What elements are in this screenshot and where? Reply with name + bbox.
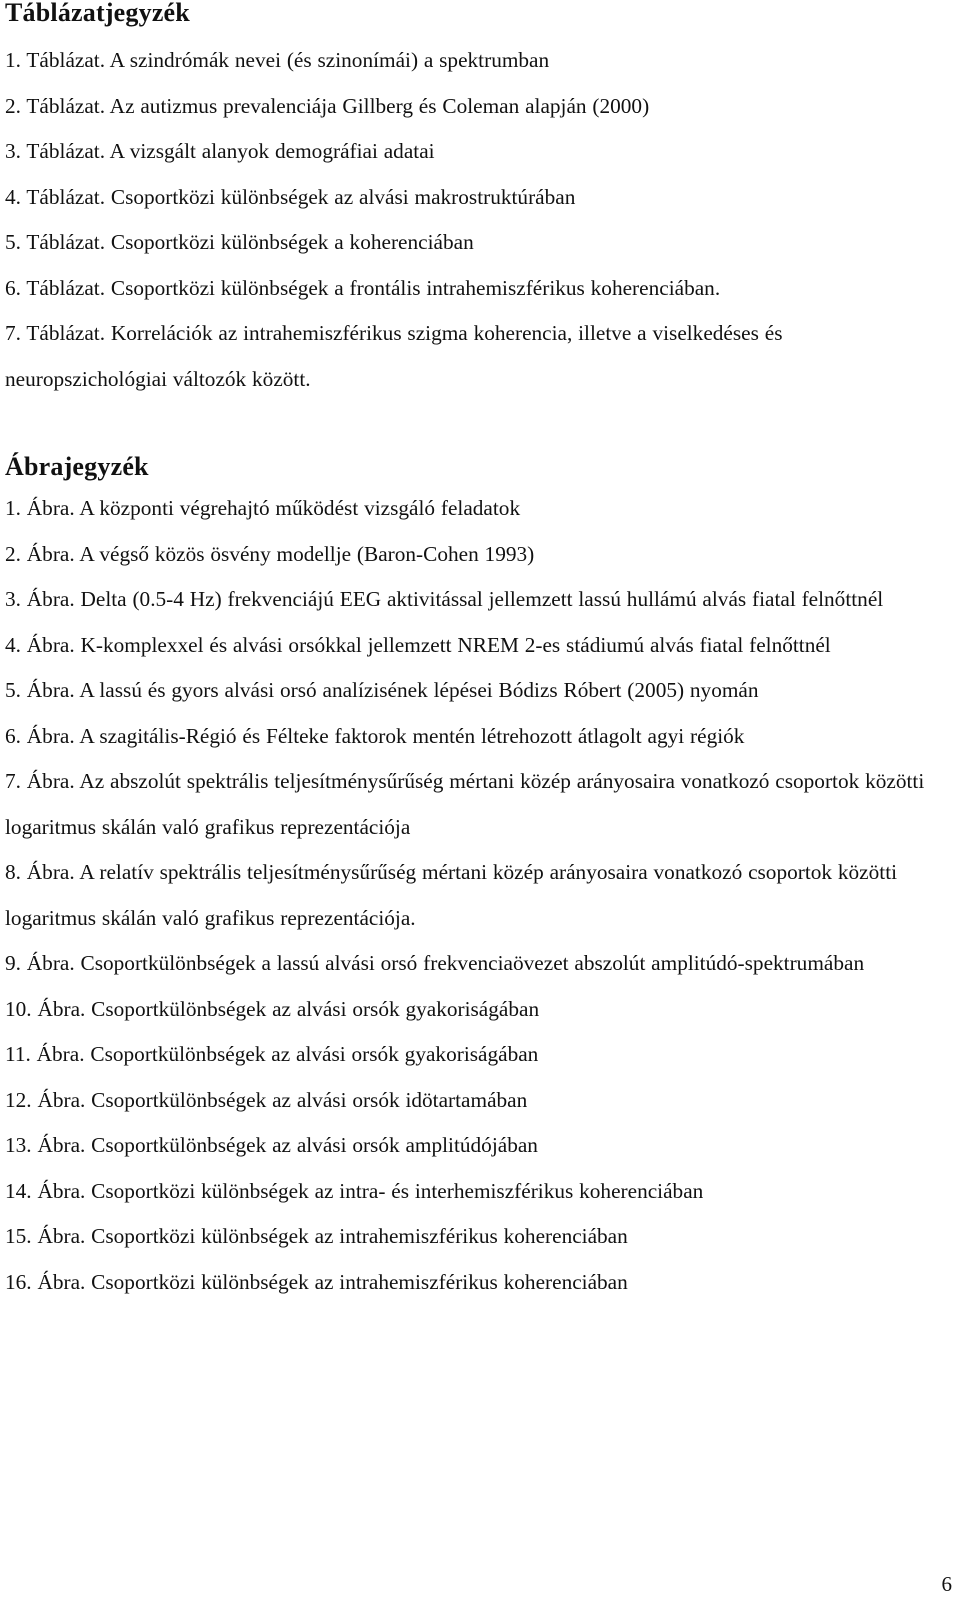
table-entry: 7. Táblázat. Korrelációk az intrahemiszférikus szigma koherencia, illetve a viselkedéses és neuropszichológiai változók között. xyxy=(5,321,783,391)
figures-heading: Ábrajegyzék xyxy=(5,452,149,481)
figure-entry: 4. Ábra. K-komplexxel és alvási orsókkal jellemzett NREM 2-es stádiumú alvás fiatal felnőttnél xyxy=(5,632,831,657)
document-page xyxy=(5,0,950,1305)
figure-entry: 15. Ábra. Csoportközi különbségek az intrahemiszférikus koherenciában xyxy=(5,1224,628,1248)
table-entry: 6. Táblázat. Csoportközi különbségek a frontális intrahemiszférikus koherenciában. xyxy=(5,275,721,300)
figure-entry: 11. Ábra. Csoportkülönbségek az alvási orsók gyakoriságában xyxy=(5,1042,539,1066)
tables-heading: Táblázatjegyzék xyxy=(5,0,190,27)
figure-entry: 2. Ábra. A végső közös ösvény modellje (Baron-Cohen 1993) xyxy=(5,541,535,566)
table-entry: 1. Táblázat. A szindrómák nevei (és szinonímái) a spektrumban xyxy=(5,48,550,72)
figure-entry: 14. Ábra. Csoportközi különbségek az intra- és interhemiszférikus koherenciában xyxy=(5,1178,704,1203)
table-entry: 4. Táblázat. Csoportközi különbségek az alvási makrostruktúrában xyxy=(5,184,576,209)
figures-list xyxy=(5,486,950,1305)
figure-entry: 6. Ábra. A szagitális-Régió és Félteke faktorok mentén létrehozott átlagolt agyi régiók xyxy=(5,723,745,748)
figure-entry: 16. Ábra. Csoportközi különbségek az intrahemiszférikus koherenciában xyxy=(5,1269,628,1294)
tables-list xyxy=(5,38,950,402)
figure-entry: 7. Ábra. Az abszolút spektrális teljesítménysűrűség mértani közép arányosaira vonatkozó csoportok közötti logaritmus skálán való grafikus reprezentációja xyxy=(5,769,925,839)
figure-entry: 10. Ábra. Csoportkülönbségek az alvási orsók gyakoriságában xyxy=(5,996,540,1021)
page-number: 6 xyxy=(941,1572,952,1596)
figure-entry: 5. Ábra. A lassú és gyors alvási orsó analízisének lépései Bódizs Róbert (2005) nyomán xyxy=(5,678,759,702)
figure-entry: 1. Ábra. A központi végrehajtó működést vizsgáló feladatok xyxy=(5,496,521,520)
table-entry: 5. Táblázat. Csoportközi különbségek a koherenciában xyxy=(5,230,474,254)
figure-entry: 8. Ábra. A relatív spektrális teljesítménysűrűség mértani közép arányosaira vonatkozó csoportok közötti logaritmus skálán való grafikus reprezentációja. xyxy=(5,860,898,930)
figure-entry: 13. Ábra. Csoportkülönbségek az alvási orsók amplitúdójában xyxy=(5,1133,538,1157)
table-entry: 3. Táblázat. A vizsgált alanyok demográfiai adatai xyxy=(5,139,435,163)
figure-entry: 9. Ábra. Csoportkülönbségek a lassú alvási orsó frekvenciaövezet abszolút amplitúdó-spektrumában xyxy=(5,951,865,975)
figure-entry: 12. Ábra. Csoportkülönbségek az alvási orsók idötartamában xyxy=(5,1087,528,1112)
table-entry: 2. Táblázat. Az autizmus prevalenciája Gillberg és Coleman alapján (2000) xyxy=(5,93,650,118)
figure-entry: 3. Ábra. Delta (0.5-4 Hz) frekvenciájú EEG aktivitással jellemzett lassú hullámú alvás fiatal felnőttnél xyxy=(5,587,884,611)
